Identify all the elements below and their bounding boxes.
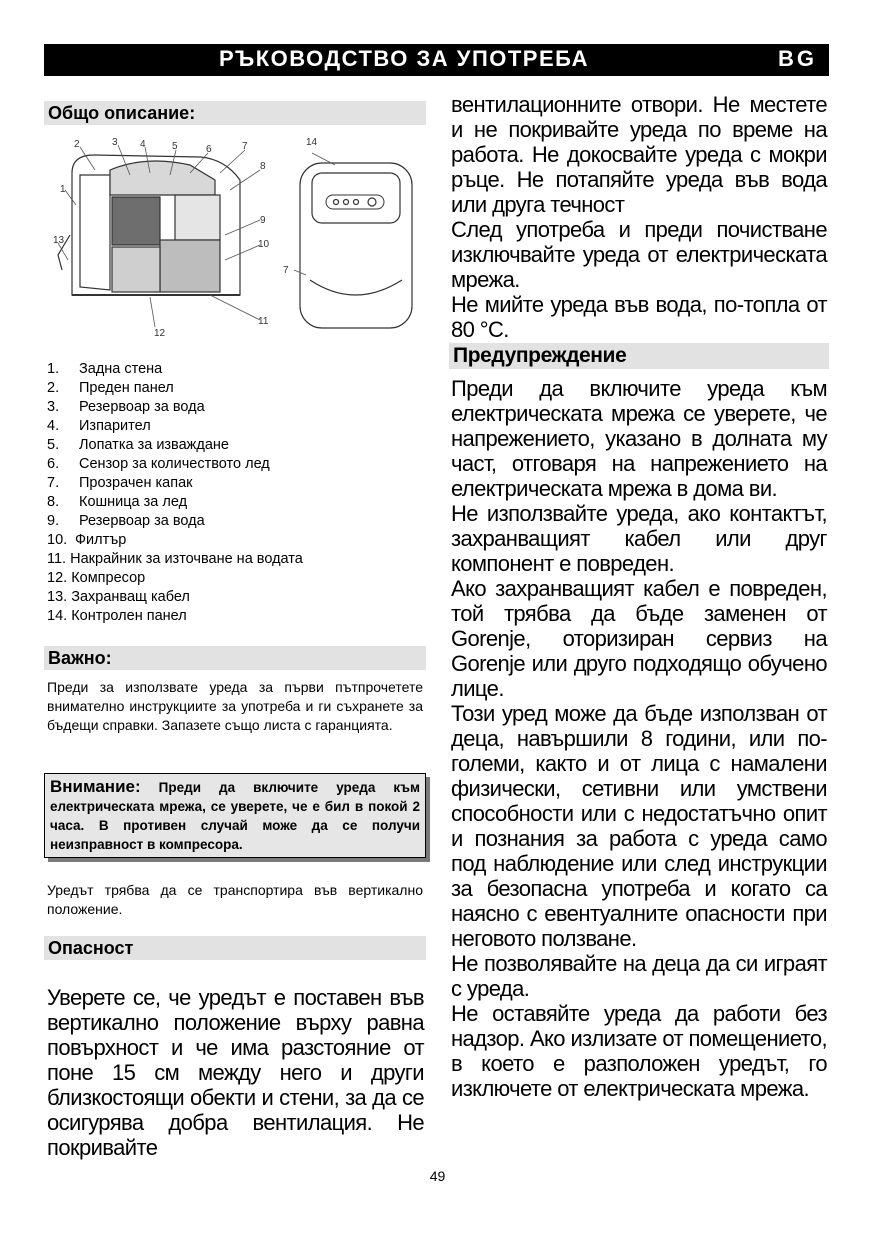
right-column-top-text <box>451 92 827 342</box>
list-item: 12. Компресор <box>47 570 146 586</box>
danger-text: Уверете се, че уредът е поставен във вертикално положение върху равна повърхност и че има разстояние от поне 15 см между него и други близкостоящи обекти и стени, за да се осигурява добра вентилация. Не покривайте <box>47 985 424 1160</box>
paragraph: вентилационните отвори. Не местете и не покривайте уреда по време на работа. Не докосвайте уреда с мокри ръце. Не потапяйте уреда във вода или друга течност <box>451 92 827 217</box>
parts-list <box>47 360 427 626</box>
page-number: 49 <box>429 1168 446 1184</box>
diagram-label: 7 <box>283 265 289 276</box>
general-description-heading: Общо описание: <box>44 101 426 125</box>
transport-text: Уредът трябва да се транспортира във вертикално положение. <box>47 882 423 917</box>
list-item: 14. Контролен панел <box>47 608 187 624</box>
appliance-diagram <box>50 135 425 345</box>
diagram-label: 10 <box>258 239 270 250</box>
list-item: 13. Захранващ кабел <box>47 589 190 605</box>
list-item: 5. Лопатка за изваждане <box>47 437 229 453</box>
list-item: 3. Резервоар за вода <box>47 399 205 415</box>
diagram-label: 14 <box>306 137 318 148</box>
diagram-label: 7 <box>242 141 248 152</box>
diagram-label: 6 <box>206 144 212 155</box>
list-item: 10. Филтър <box>47 532 127 548</box>
page-header <box>44 44 829 76</box>
diagram-label: 4 <box>140 139 146 150</box>
important-heading: Важно: <box>44 646 426 670</box>
appliance-section-view <box>58 155 240 295</box>
warning-text <box>451 376 827 1101</box>
danger-heading: Опасност <box>44 936 426 960</box>
list-item: 8. Кошница за лед <box>47 494 188 510</box>
paragraph: Този уред може да бъде използван от деца, навършили 8 години, или по-големи, както и от лица с намалени физически, сетивни или умствени способности или с недостатъчно опит и познания за работа с уреда само под наблюдение или след инструкции за безопасна употреба и когато са наясно с евентуалните опасности при неговото ползване. <box>451 701 827 951</box>
paragraph: След употреба и преди почистване изключвайте уреда от електрическата мрежа. <box>451 217 827 292</box>
diagram-label: 13 <box>53 235 65 246</box>
diagram-label: 8 <box>260 161 266 172</box>
appliance-top-view <box>294 153 412 328</box>
list-item: 4. Изпарител <box>47 418 151 434</box>
paragraph: Не използвайте уреда, ако контактът, захранващият кабел или друг компонент е повреден. <box>451 501 827 576</box>
paragraph: Не позволявайте на деца да си играят с уреда. <box>451 951 827 1001</box>
warning-heading: Предупреждение <box>449 343 829 369</box>
diagram-label: 9 <box>260 215 266 226</box>
paragraph: Не мийте уреда във вода, по-топла от 80 °C. <box>451 292 827 342</box>
manual-title: РЪКОВОДСТВО ЗА УПОТРЕБА <box>218 46 590 71</box>
language-code: BG <box>778 46 817 71</box>
list-item: 9. Резервоар за вода <box>47 513 205 529</box>
list-item: 6. Сензор за количеството лед <box>47 456 270 472</box>
diagram-label: 2 <box>74 139 80 150</box>
list-item: 2. Преден панел <box>47 380 174 396</box>
caution-box <box>44 773 426 858</box>
diagram-label: 3 <box>112 137 118 148</box>
paragraph: Преди да включите уреда към електрическата мрежа се уверете, че напрежението, указано в долната му част, отговаря на напрежението на електрическата мрежа в дома ви. <box>451 376 827 501</box>
diagram-label: 12 <box>154 328 166 339</box>
diagram-label: 1 <box>60 184 66 195</box>
caution-text: Преди да включите уреда към електрическата мрежа, се уверете, че е бил в покой 2 часа. В противен случай може да се получи неизправност в компресора. <box>50 780 420 852</box>
list-item: 1. Задна стена <box>47 361 163 377</box>
paragraph: Не оставяйте уреда да работи без надзор. Ако излизате от помещението, в което е разположен уредът, го изключете от електрическата мрежа. <box>451 1001 827 1101</box>
list-item: 7. Прозрачен капак <box>47 475 193 491</box>
caution-lead: Внимание: <box>50 777 141 796</box>
diagram-label: 5 <box>172 141 178 152</box>
list-item: 11. Накрайник за източване на водата <box>47 551 303 567</box>
important-text: Преди за използвате уреда за първи пътпрочетете внимателно инструкциите за употреба и ги съхранете за бъдещи справки. Запазете също листа с гаранцията. <box>47 679 423 733</box>
paragraph: Ако захранващият кабел е повреден, той трябва да бъде заменен от Gorenje, оторизиран сервиз на Gorenje или друго подходящо обучено лице. <box>451 576 827 701</box>
diagram-label: 11 <box>258 316 269 327</box>
